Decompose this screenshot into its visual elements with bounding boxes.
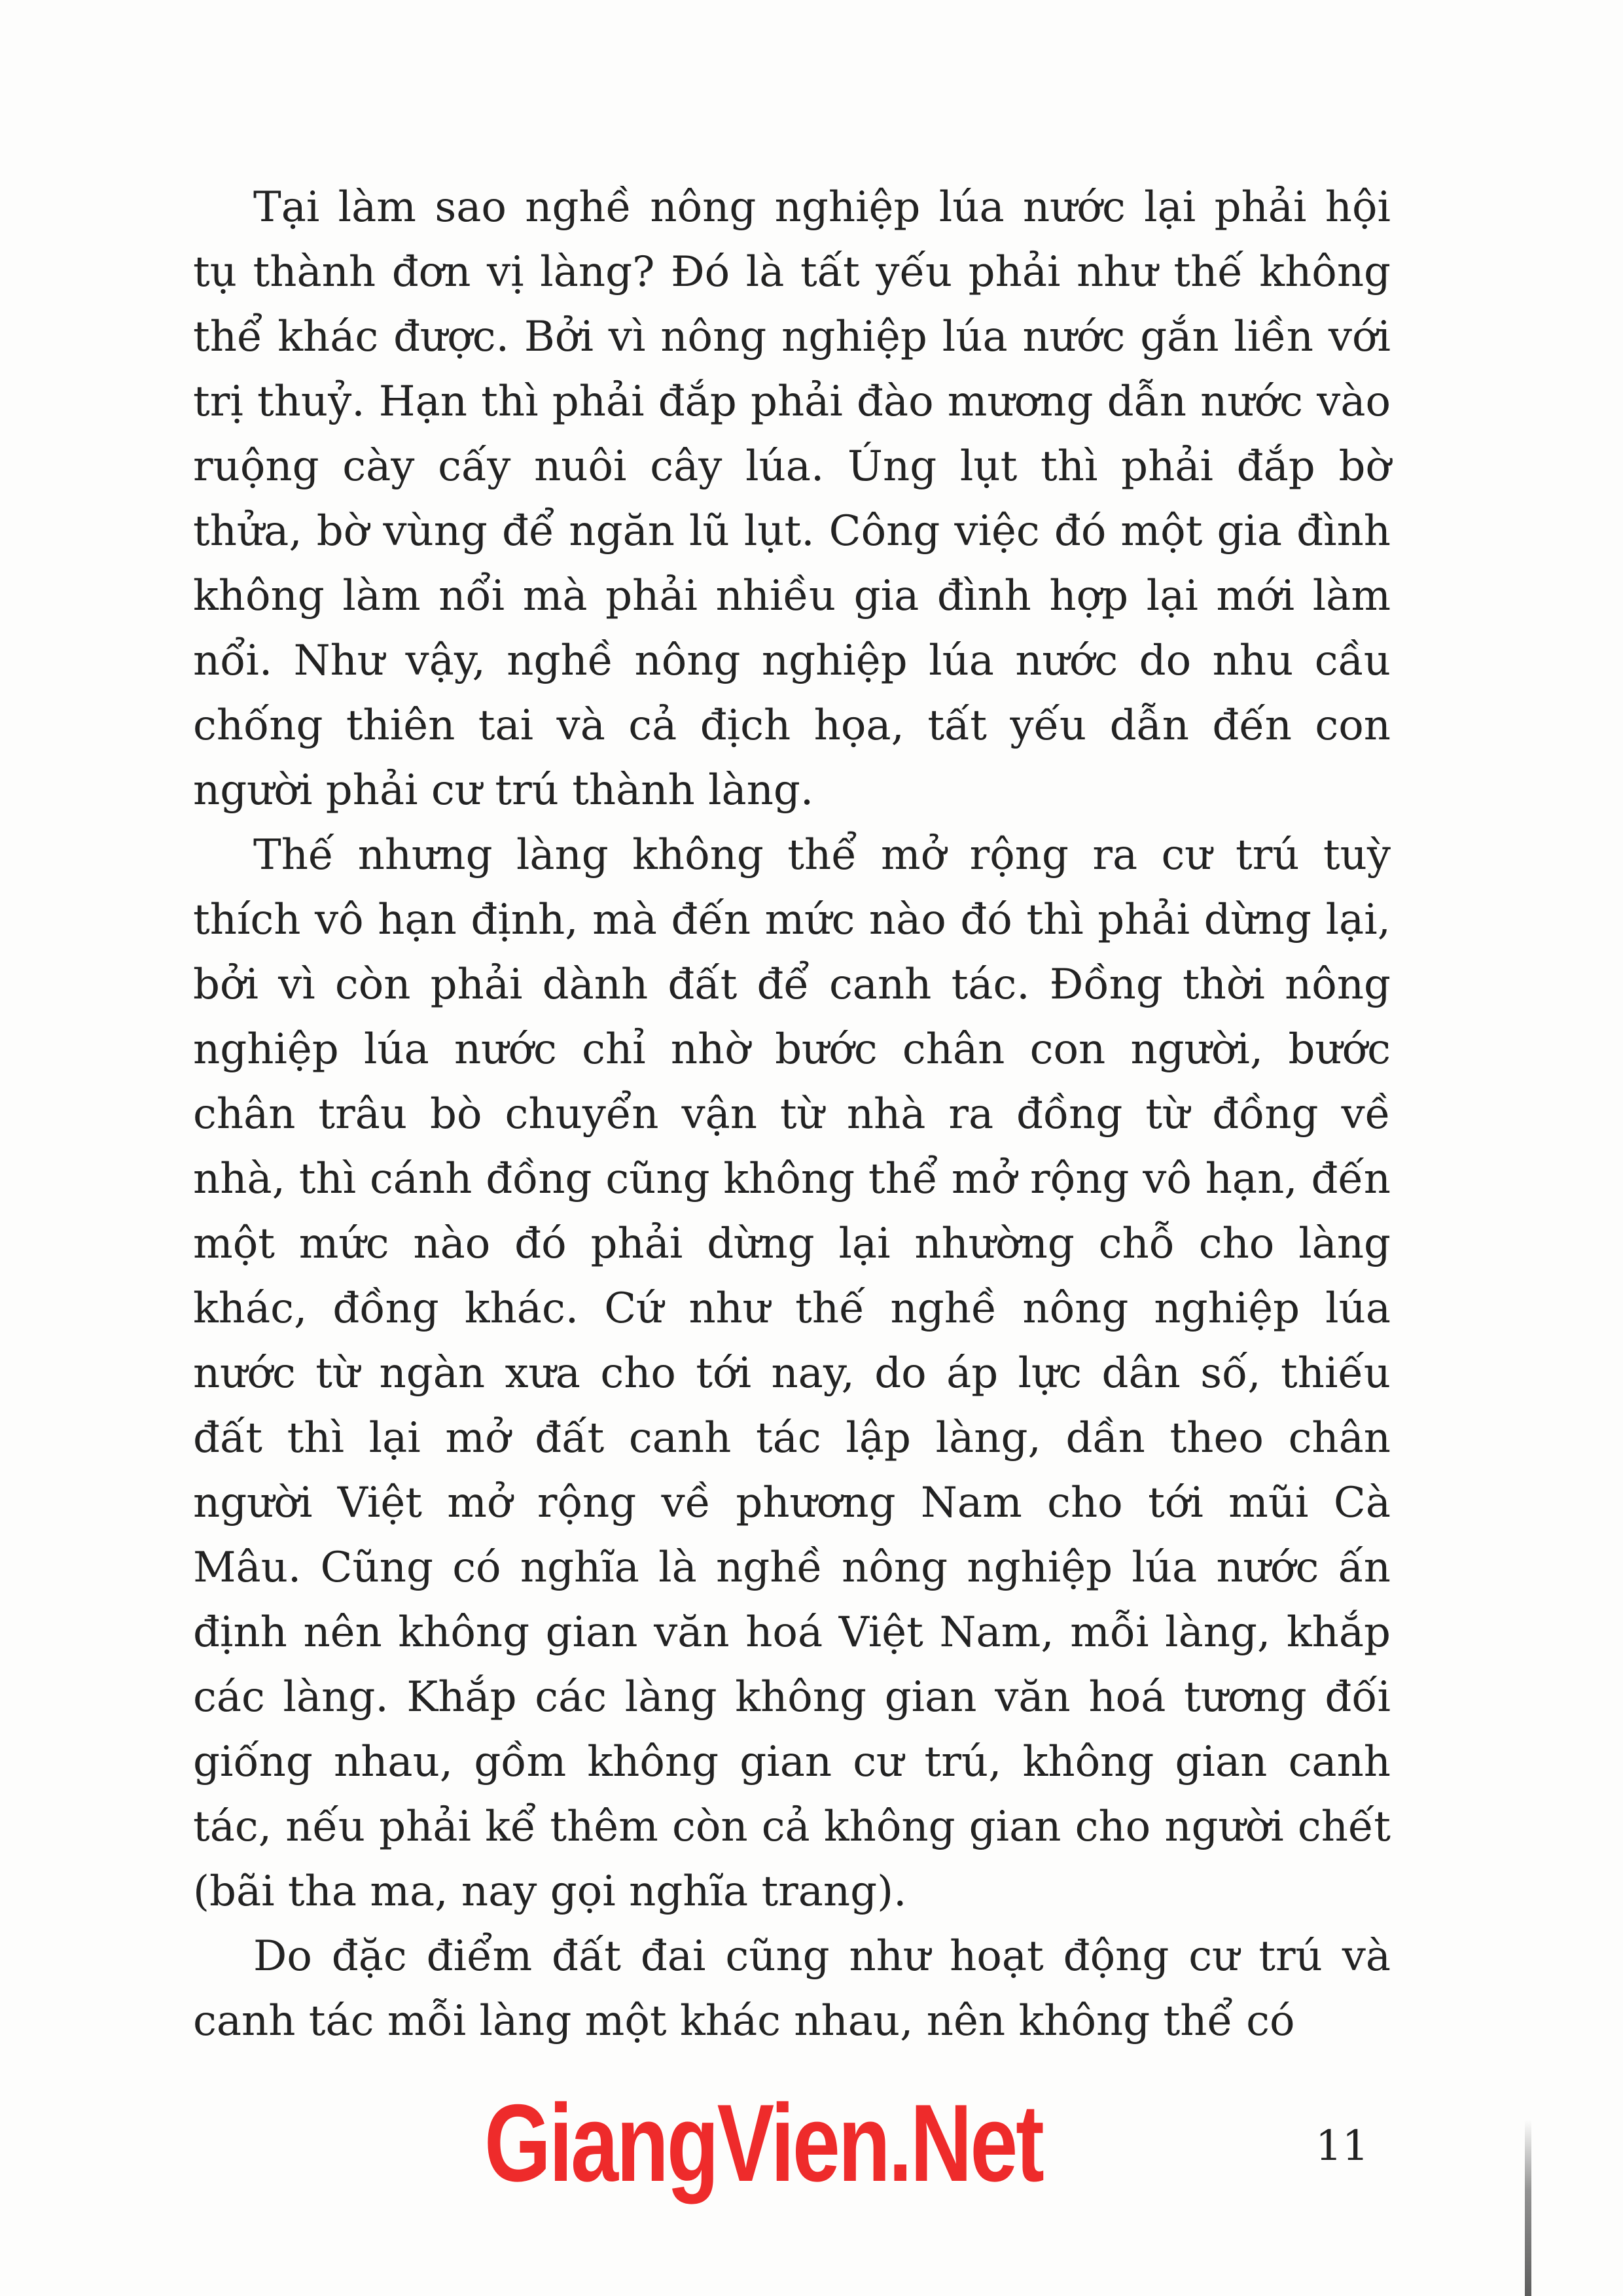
watermark-logo: GiangVien.Net: [484, 2081, 1043, 2204]
paragraph-3: Do đặc điểm đất đai cũng như hoạt động cư trú và canh tác mỗi làng một khác nhau, nên không thể có: [193, 1932, 1391, 2045]
paragraph-2: Thế nhưng làng không thể mở rộng ra cư trú tuỳ thích vô hạn định, mà đến mức nào đó thì phải dừng lại, bởi vì còn phải dành đất để canh tác. Đồng thời nông nghiệp lúa nước chỉ nhờ bước chân con người, bước chân trâu bò chuyển vận từ nhà ra đồng từ đồng về nhà, thì cánh đồng cũng không thể mở rộng vô hạn, đến một mức nào đó phải dừng lại nhường chỗ cho làng khác, đồng khác. Cứ như thế nghề nông nghiệp lúa nước từ ngàn xưa cho tới nay, do áp lực dân số, thiếu đất thì lại mở đất canh tác lập làng, dần theo chân người Việt mở rộng về phương Nam cho tới mũi Cà Mâu. Cũng có nghĩa là nghề nông nghiệp lúa nước ấn định nên không gian văn hoá Việt Nam, mỗi làng, khắp các làng. Khắp các làng không gian văn hoá tương đối giống nhau, gồm không gian cư trú, không gian canh tác, nếu phải kể thêm còn cả không gian cho người chết (bãi tha ma, nay gọi nghĩa trang).: [193, 831, 1391, 1916]
page-edge-shadow: [1525, 2120, 1531, 2296]
paragraph-1: Tại làm sao nghề nông nghiệp lúa nước lại phải hội tụ thành đơn vị làng? Đó là tất yếu phải như thế không thể khác được. Bởi vì nông nghiệp lúa nước gắn liền với trị thuỷ. Hạn thì phải đắp phải đào mương dẫn nước vào ruộng cày cấy nuôi cây lúa. Úng lụt thì phải đắp bờ thửa, bờ vùng để ngăn lũ lụt. Công việc đó một gia đình không làm nổi mà phải nhiều gia đình hợp lại mới làm nổi. Như vậy, nghề nông nghiệp lúa nước do nhu cầu chống thiên tai và cả địch họa, tất yếu dẫn đến con người phải cư trú thành làng.: [193, 183, 1391, 815]
page-number: 11: [1315, 2122, 1369, 2170]
body-text: [193, 175, 1391, 2054]
